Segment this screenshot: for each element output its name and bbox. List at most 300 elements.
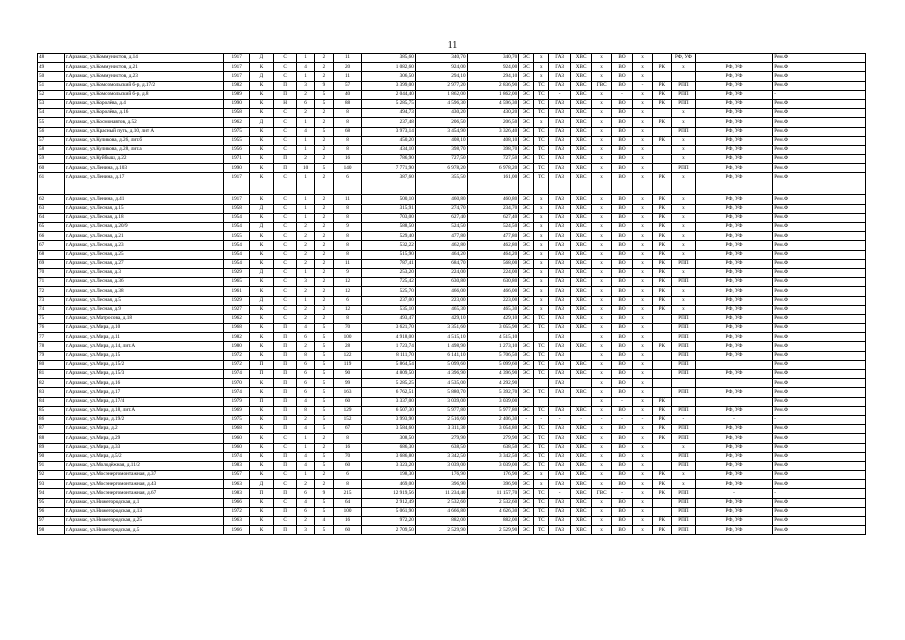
table-cell: г.Арзамас, ул.Нижегородская, д.5 — [64, 526, 223, 535]
table-cell: ХВС — [570, 296, 592, 305]
table-cell: П — [273, 397, 297, 406]
table-cell: К — [250, 526, 274, 535]
table-cell: 2 — [297, 232, 314, 241]
table-cell: ХВС — [570, 155, 592, 164]
table-cell: С — [273, 471, 297, 480]
table-cell: 161,00 — [467, 173, 519, 195]
table-cell — [570, 333, 592, 342]
table-cell: 2 977,20 — [415, 81, 467, 90]
table-cell: 398,70 — [415, 145, 467, 154]
table-cell: 122 — [334, 351, 362, 360]
table-cell: С — [273, 259, 297, 268]
table-cell: Рем.Ф — [773, 136, 866, 145]
table-cell: 882,00 — [415, 517, 467, 526]
table-cell: г.Арзамас, ул.Мира, д.17/4 — [64, 397, 223, 406]
table-row — [38, 351, 866, 360]
table-cell: Рем.Ф — [773, 406, 866, 415]
table-cell: 60 — [334, 461, 362, 470]
table-cell: 206,50 — [415, 118, 467, 127]
table-cell: 2 — [314, 259, 333, 268]
table-cell: 4 596,30 — [467, 99, 519, 108]
table-cell: Рем.Ф — [773, 498, 866, 507]
table-cell: Рем.Ф — [773, 351, 866, 360]
table-cell: х — [592, 118, 611, 127]
table-cell: Рем.Ф — [773, 434, 866, 443]
table-cell: РК — [652, 195, 671, 204]
table-cell: ТС — [534, 507, 549, 516]
table-cell: х — [633, 388, 652, 397]
table-cell: К — [250, 425, 274, 434]
table-cell: х — [633, 379, 652, 388]
table-cell: х — [592, 268, 611, 277]
table-cell: ЭС — [519, 370, 534, 379]
table-cell: 1929 — [224, 268, 250, 277]
table-cell: 2 — [297, 155, 314, 164]
table-cell: 465,30 — [467, 305, 519, 314]
table-cell: 16 — [334, 517, 362, 526]
table-cell: РК — [652, 136, 671, 145]
table-cell: ЭС — [519, 406, 534, 415]
table-cell: 5 977,80 — [415, 406, 467, 415]
table-cell: 568,00 — [467, 259, 519, 268]
table-cell: г.Арзамас, ул.Лесная, д.27 — [64, 259, 223, 268]
table-cell: х — [592, 507, 611, 516]
table-cell: х — [633, 127, 652, 136]
table-cell: ВО — [611, 406, 633, 415]
table-cell: - — [611, 489, 633, 498]
table-cell: Рем.Ф — [773, 333, 866, 342]
table-cell: х — [672, 232, 696, 241]
table-cell: П — [273, 461, 297, 470]
table-cell: х — [633, 213, 652, 222]
table-cell: 4 515,10 — [467, 333, 519, 342]
table-row — [38, 164, 866, 173]
table-cell — [695, 397, 773, 406]
table-cell: 8 — [334, 145, 362, 154]
table-cell: х — [633, 54, 652, 63]
table-cell: С — [273, 278, 297, 287]
table-cell: - — [592, 415, 611, 424]
table-cell: 1 — [297, 443, 314, 452]
table-cell: ЭС — [519, 250, 534, 259]
table-cell: 63 — [38, 204, 65, 213]
table-cell: ТС — [534, 136, 549, 145]
table-cell: 2 — [297, 517, 314, 526]
table-row — [38, 397, 866, 406]
table-cell: 215 — [334, 489, 362, 498]
table-cell: х — [672, 480, 696, 489]
table-cell: ТС — [534, 145, 549, 154]
table-row — [38, 305, 866, 314]
table-cell: К — [250, 452, 274, 461]
table-cell: 79 — [38, 351, 65, 360]
table-cell: ВО — [611, 145, 633, 154]
table-cell: Д — [250, 118, 274, 127]
table-cell: ХВС — [570, 287, 592, 296]
table-cell: 53 — [38, 99, 65, 108]
table-cell: х — [672, 241, 696, 250]
table-cell: РК — [652, 342, 671, 351]
table-cell: 2 — [314, 118, 333, 127]
table-cell: Рем.Ф — [773, 517, 866, 526]
table-cell: 924,00 — [467, 63, 519, 72]
table-cell: РК — [652, 250, 671, 259]
table-cell: х — [633, 425, 652, 434]
table-cell: С — [273, 517, 297, 526]
table-cell: РПП — [672, 164, 696, 173]
table-cell: К — [250, 461, 274, 470]
table-cell: 16 — [334, 155, 362, 164]
table-cell: ХВС — [570, 370, 592, 379]
table-cell: 430,20 — [415, 109, 467, 118]
table-cell: РК — [652, 90, 671, 99]
table-cell: 9 — [334, 223, 362, 232]
table-cell: х — [633, 360, 652, 369]
table-cell: П — [273, 406, 297, 415]
table-cell: ХВС — [570, 517, 592, 526]
table-cell: 2 — [314, 204, 333, 213]
table-cell: ХВС — [570, 223, 592, 232]
table-cell: 99 — [334, 379, 362, 388]
table-cell: ТС — [534, 360, 549, 369]
table-cell: 10 — [297, 164, 314, 173]
table-cell: 129 — [334, 406, 362, 415]
table-cell: 88 — [38, 434, 65, 443]
table-cell: ХВС — [570, 342, 592, 351]
table-cell: 2 — [314, 305, 333, 314]
table-cell — [695, 360, 773, 369]
table-cell: РК — [652, 241, 671, 250]
table-cell: 1 — [297, 204, 314, 213]
table-cell: 2 532,60 — [415, 498, 467, 507]
table-cell: ЭС — [519, 173, 534, 195]
table-cell: ГАЗ — [549, 72, 571, 81]
table-cell: РПП — [672, 498, 696, 507]
table-cell: 6 507,30 — [362, 406, 416, 415]
table-row — [38, 342, 866, 351]
table-cell: 3 342,50 — [415, 452, 467, 461]
table-cell: г.Арзамас, ул.Лесная, д.9 — [64, 305, 223, 314]
table-cell: 206,50 — [467, 118, 519, 127]
table-cell: ЭС — [519, 434, 534, 443]
table-cell — [652, 351, 671, 360]
table-cell: х — [633, 268, 652, 277]
table-cell: 315,91 — [362, 204, 416, 213]
table-cell: Рем.Ф — [773, 443, 866, 452]
table-cell: ХВС — [570, 388, 592, 397]
table-cell: 340,70 — [415, 54, 467, 63]
table-cell: 430,20 — [467, 109, 519, 118]
table-cell: 1974 — [224, 388, 250, 397]
table-cell: ВО — [611, 305, 633, 314]
table-cell: х — [672, 305, 696, 314]
table-cell — [519, 379, 534, 388]
table-cell: г.Арзамас, ул.Мира, д.18, лит.А — [64, 406, 223, 415]
table-cell: ВО — [611, 507, 633, 516]
table-cell: 71 — [38, 278, 65, 287]
table-cell: РК — [652, 296, 671, 305]
table-cell: 6 — [297, 360, 314, 369]
table-cell: х — [672, 63, 696, 72]
table-cell: 86 — [38, 415, 65, 424]
table-cell: РК — [652, 268, 671, 277]
table-cell: ТС — [534, 324, 549, 333]
table-row — [38, 434, 866, 443]
table-cell: К — [250, 517, 274, 526]
table-cell: ТС — [534, 90, 549, 99]
table-cell: ГАЗ — [549, 443, 571, 452]
table-cell: х — [633, 443, 652, 452]
table-cell: ХВС — [570, 324, 592, 333]
table-cell: 4 — [297, 397, 314, 406]
table-cell: 2 — [314, 296, 333, 305]
table-cell: ВО — [611, 388, 633, 397]
table-cell — [652, 155, 671, 164]
table-cell: 2 — [297, 223, 314, 232]
table-cell: х — [592, 63, 611, 72]
table-cell: ХВС — [570, 213, 592, 222]
table-cell: 1969 — [224, 406, 250, 415]
table-row — [38, 54, 866, 63]
table-cell: РФ, УФ — [695, 305, 773, 314]
table-cell: 54 — [38, 109, 65, 118]
table-cell: К — [250, 127, 274, 136]
table-cell: 3 054,80 — [467, 425, 519, 434]
table-cell: РК — [652, 415, 671, 424]
table-cell: ГАЗ — [549, 342, 571, 351]
table-cell: 1 — [297, 268, 314, 277]
table-cell: 5 099,60 — [415, 360, 467, 369]
table-cell: 100 — [334, 333, 362, 342]
table-cell: 223,00 — [467, 296, 519, 305]
table-cell: 11 157,70 — [467, 489, 519, 498]
table-cell: К — [250, 250, 274, 259]
table-cell: 1954 — [224, 213, 250, 222]
table-cell: х — [592, 434, 611, 443]
table-cell: К — [250, 434, 274, 443]
table-cell: 48 — [38, 54, 65, 63]
table-cell: РПП — [672, 526, 696, 535]
table-cell: 97 — [38, 517, 65, 526]
table-cell: ХВС — [570, 507, 592, 516]
table-cell: 535,10 — [362, 305, 416, 314]
table-row — [38, 415, 866, 424]
table-cell: 89 — [38, 443, 65, 452]
table-cell: х — [633, 164, 652, 173]
table-cell: ХВС — [570, 109, 592, 118]
table-cell: 163 — [334, 388, 362, 397]
table-row — [38, 278, 866, 287]
table-cell: ЭС — [519, 54, 534, 63]
table-cell: 8 — [334, 204, 362, 213]
table-cell: ЭС — [519, 351, 534, 360]
table-cell: 340,70 — [467, 54, 519, 63]
table-cell: х — [672, 145, 696, 154]
table-cell: 60 — [38, 164, 65, 173]
table-cell — [652, 109, 671, 118]
table-cell: х — [534, 223, 549, 232]
table-cell: х — [592, 388, 611, 397]
table-cell: С — [273, 268, 297, 277]
table-cell: х — [534, 118, 549, 127]
table-cell: 4 626,30 — [467, 507, 519, 516]
table-cell: х — [633, 526, 652, 535]
table-cell: 2 — [297, 241, 314, 250]
table-cell: ХВС — [570, 268, 592, 277]
table-cell: х — [534, 305, 549, 314]
table-cell — [570, 351, 592, 360]
table-cell: х — [633, 406, 652, 415]
table-cell: С — [273, 118, 297, 127]
table-cell: х — [592, 370, 611, 379]
table-cell: 460,80 — [415, 195, 467, 204]
table-cell: 725,42 — [362, 278, 416, 287]
table-cell: РПП — [672, 434, 696, 443]
table-cell: ТС — [534, 517, 549, 526]
table-cell: РФ, УФ — [695, 351, 773, 360]
table-row — [38, 480, 866, 489]
table-cell: РПП — [672, 517, 696, 526]
table-cell: 1963 — [224, 480, 250, 489]
table-cell: х — [672, 109, 696, 118]
table-cell: 1917 — [224, 72, 250, 81]
table-cell: 1 723,74 — [362, 342, 416, 351]
table-cell: х — [633, 145, 652, 154]
table-cell: х — [633, 204, 652, 213]
table-cell: х — [633, 195, 652, 204]
table-cell: г.Арзамас, ул.Ленина, д.103 — [64, 164, 223, 173]
table-cell: 3 039,00 — [467, 461, 519, 470]
table-cell: г.Арзамас, ул.Ленина, д.17 — [64, 173, 223, 195]
table-cell: х — [592, 452, 611, 461]
table-cell: ВО — [611, 443, 633, 452]
table-cell: 1971 — [224, 155, 250, 164]
table-cell: 274,70 — [415, 204, 467, 213]
table-cell: х — [592, 296, 611, 305]
table-cell: г.Арзамас, ул.Королёва, д.16 — [64, 109, 223, 118]
table-cell: 78 — [38, 342, 65, 351]
table-cell: Д — [250, 296, 274, 305]
table-cell: 92 — [38, 471, 65, 480]
table-cell: - — [549, 415, 571, 424]
table-cell: С — [273, 72, 297, 81]
table-cell: ГАЗ — [549, 213, 571, 222]
table-cell: 2 — [297, 415, 314, 424]
table-cell: х — [592, 443, 611, 452]
table-cell: 2 — [297, 305, 314, 314]
table-cell — [534, 379, 549, 388]
table-cell: 462,80 — [415, 241, 467, 250]
table-cell: 1955 — [224, 232, 250, 241]
table-cell: 1966 — [224, 498, 250, 507]
table-cell: 2 — [314, 268, 333, 277]
table-cell: ГАЗ — [549, 278, 571, 287]
table-cell: г.Арзамас, ул.Мира, д.15/2 — [64, 360, 223, 369]
table-cell: ЭС — [519, 259, 534, 268]
table-cell: х — [592, 425, 611, 434]
table-cell: ВО — [611, 452, 633, 461]
table-cell: х — [534, 195, 549, 204]
table-cell: Д — [250, 480, 274, 489]
table-cell: х — [633, 136, 652, 145]
table-cell: П — [273, 452, 297, 461]
table-cell: г.Арзамас, ул.Нижегородская, д.13 — [64, 507, 223, 516]
table-cell: 8 — [334, 213, 362, 222]
table-cell: К — [250, 195, 274, 204]
table-cell — [652, 360, 671, 369]
table-cell: Рем.Ф — [773, 425, 866, 434]
table-cell: РПП — [672, 99, 696, 108]
table-cell: 1 082,60 — [362, 63, 416, 72]
table-cell: ВО — [611, 72, 633, 81]
table-cell: П — [273, 526, 297, 535]
table-cell: РФ, УФ — [695, 434, 773, 443]
table-cell: - — [570, 415, 592, 424]
table-cell: 8 — [334, 136, 362, 145]
table-cell: 684,70 — [415, 259, 467, 268]
table-cell: С — [273, 250, 297, 259]
table-cell: 3 399,00 — [362, 81, 416, 90]
table-cell: ЭС — [519, 342, 534, 351]
table-cell: П — [273, 351, 297, 360]
table-cell: 4 — [297, 452, 314, 461]
table-cell: РК — [652, 406, 671, 415]
table-cell: Рем.Ф — [773, 99, 866, 108]
table-cell: 4 — [297, 425, 314, 434]
table-cell: 2 — [314, 250, 333, 259]
table-cell: 1 — [297, 434, 314, 443]
table-cell: 4 666,80 — [415, 507, 467, 516]
table-cell: 2 529,90 — [467, 526, 519, 535]
housing-registry-table — [37, 53, 866, 535]
table-cell: Рем.Ф — [773, 452, 866, 461]
table-cell: ЭС — [519, 471, 534, 480]
table-cell: 51 — [38, 81, 65, 90]
table-cell: ЭС — [519, 287, 534, 296]
table-cell: ХВС — [570, 195, 592, 204]
table-cell: Рем.Ф — [773, 526, 866, 535]
table-cell: РФ, УФ — [695, 204, 773, 213]
table-cell: 58 — [38, 145, 65, 154]
table-cell: ЭС — [519, 388, 534, 397]
table-cell: 279,90 — [415, 434, 467, 443]
table-cell: 224,00 — [467, 268, 519, 277]
table-cell: Н — [273, 99, 297, 108]
table-cell: 119 — [334, 360, 362, 369]
table-cell: 2 — [297, 259, 314, 268]
table-cell: г.Арзамас, ул.Лесная, д.21 — [64, 232, 223, 241]
table-cell — [549, 397, 571, 406]
table-cell: Рем.Ф — [773, 213, 866, 222]
table-cell: 308,50 — [362, 434, 416, 443]
table-cell: РК — [652, 99, 671, 108]
table-cell: 3 686,80 — [362, 452, 416, 461]
table-cell: 3 621,70 — [362, 324, 416, 333]
table-cell: К — [250, 342, 274, 351]
table-cell: 1960 — [224, 443, 250, 452]
table-cell: 477,80 — [467, 232, 519, 241]
table-cell: х — [672, 250, 696, 259]
table-cell: 638,50 — [467, 443, 519, 452]
table-cell: 477,80 — [415, 232, 467, 241]
table-cell: х — [592, 54, 611, 63]
table-cell: 429,10 — [415, 314, 467, 323]
table-cell: 8 — [334, 314, 362, 323]
table-cell: х — [592, 72, 611, 81]
table-row — [38, 507, 866, 516]
table-cell: 3 — [297, 81, 314, 90]
table-cell: х — [672, 287, 696, 296]
